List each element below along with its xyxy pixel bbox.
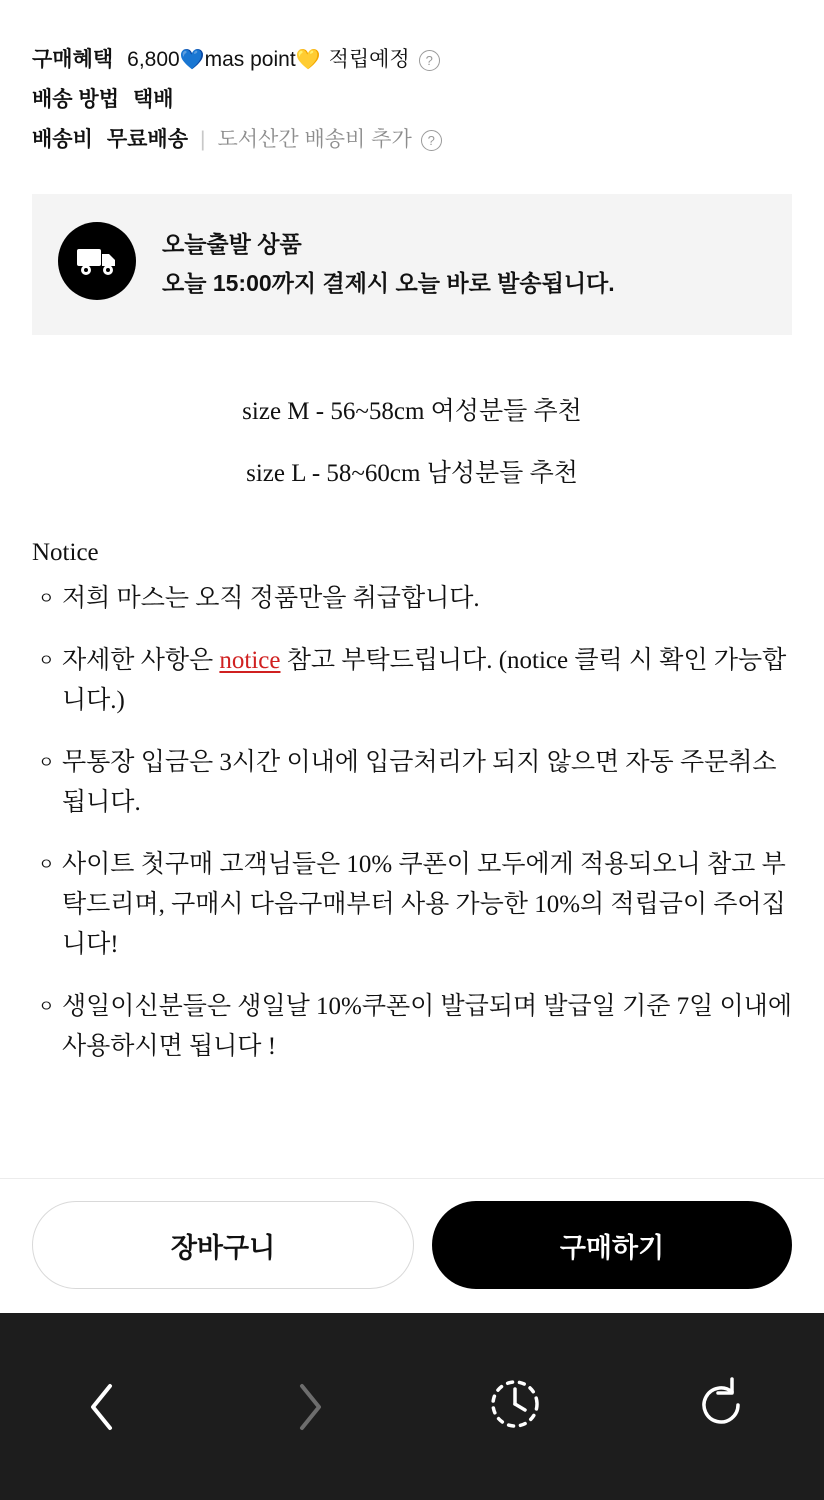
browser-nav-bar <box>0 1313 824 1500</box>
nav-forward-button[interactable] <box>206 1313 412 1500</box>
notice-list-item <box>32 845 792 965</box>
truck-icon <box>58 222 136 300</box>
notice-item-text: 무통장 입금은 3시간 이내에 입금처리가 되지 않으면 자동 주문취소 됩니다. <box>62 749 777 816</box>
today-ship-banner <box>32 194 792 335</box>
purchase-benefit-suffix: 적립예정 <box>328 48 410 71</box>
purchase-benefit-point-text: mas point <box>204 48 296 71</box>
blue-heart-icon: 💙 <box>179 49 205 71</box>
shipping-fee-help-icon[interactable]: ? <box>421 130 442 151</box>
notice-list-item <box>32 987 792 1067</box>
notice-item-text: 저희 마스는 오직 정품만을 취급합니다. <box>62 585 480 612</box>
notice-heading: Notice <box>32 539 99 566</box>
purchase-benefit-row <box>32 40 792 80</box>
notice-link[interactable]: notice <box>219 647 281 674</box>
notice-list-item <box>32 641 792 721</box>
today-ship-text <box>162 222 615 305</box>
bullet-icon: ㅇ <box>38 651 55 670</box>
shipping-method-row <box>32 80 792 120</box>
today-ship-title: 오늘출발 상품 <box>162 231 302 257</box>
notice-item-text: 사이트 첫구매 고객님들은 10% 쿠폰이 모두에게 적용되오니 참고 부탁드리며, 구매시 다음구매부터 사용 가능한 10%의 적립금이 주어집니다! <box>62 851 786 958</box>
purchase-action-bar <box>0 1178 824 1313</box>
chevron-right-icon <box>292 1380 326 1434</box>
nav-tabs-button[interactable] <box>412 1313 618 1500</box>
yellow-heart-icon: 💛 <box>295 49 321 71</box>
size-line: size L - 58~60cm 남성분들 추천 <box>246 460 578 487</box>
today-ship-subtitle: 오늘 15:00까지 결제시 오늘 바로 발송됩니다. <box>162 270 615 296</box>
dashed-circle-icon <box>487 1376 543 1437</box>
shipping-method-label: 배송 방법 <box>32 88 119 111</box>
purchase-benefit-label: 구매혜택 <box>32 48 114 71</box>
notice-list-item <box>32 579 792 619</box>
benefit-help-icon[interactable]: ? <box>419 50 440 71</box>
nav-refresh-button[interactable] <box>618 1313 824 1500</box>
bullet-icon: ㅇ <box>38 855 55 874</box>
bullet-icon: ㅇ <box>38 589 55 608</box>
purchase-benefit-amount: 6,800 <box>127 48 180 71</box>
shipping-fee-label: 배송비 <box>32 128 93 151</box>
chevron-left-icon <box>86 1380 120 1434</box>
shipping-fee-extra: 도서산간 배송비 추가 <box>217 128 412 151</box>
product-info-block <box>0 0 824 160</box>
notice-item-text: 생일이신분들은 생일날 10%쿠폰이 발급되며 발급일 기준 7일 이내에 사용하시면 됩니다 ! <box>62 993 792 1060</box>
buy-now-button[interactable]: 구매하기 <box>432 1201 792 1289</box>
nav-back-button[interactable] <box>0 1313 206 1500</box>
bullet-icon: ㅇ <box>38 753 55 772</box>
bullet-icon: ㅇ <box>38 997 55 1016</box>
size-line: size M - 56~58cm 여성분들 추천 <box>242 398 582 425</box>
notice-item-text: 자세한 사항은 <box>62 647 220 674</box>
refresh-icon <box>692 1375 750 1438</box>
shipping-fee-separator: | <box>200 128 206 151</box>
shipping-fee-row <box>32 120 792 160</box>
add-to-cart-button[interactable]: 장바구니 <box>32 1201 414 1289</box>
notice-item-text-after: 참고 부탁드립니다. (notice 클릭 시 확인 가능합니다.) <box>62 647 787 714</box>
shipping-method-value: 택배 <box>132 88 174 111</box>
shipping-fee-value: 무료배송 <box>106 128 189 151</box>
notice-list-item <box>32 743 792 823</box>
